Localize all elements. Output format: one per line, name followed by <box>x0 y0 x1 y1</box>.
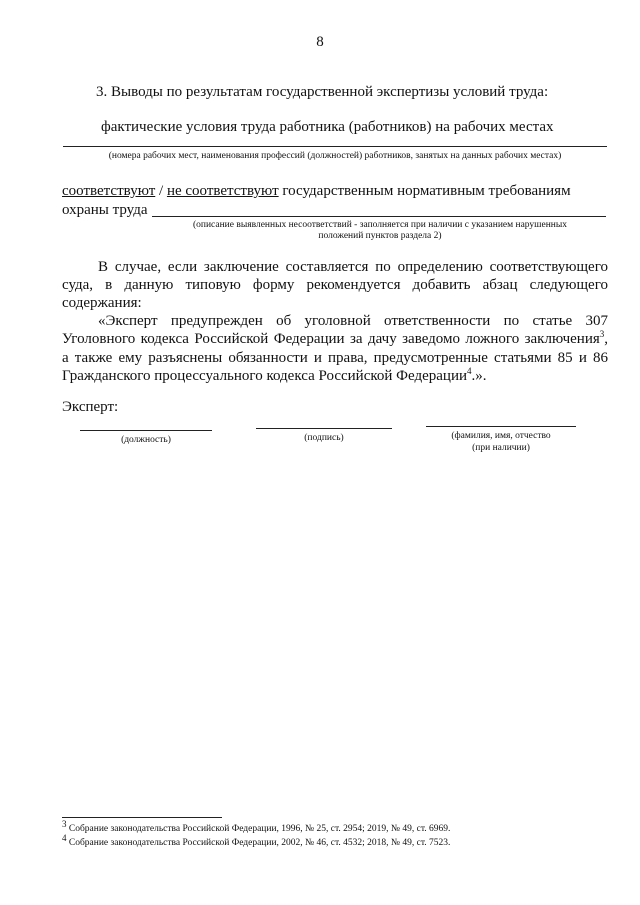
discrepancy-fill-line <box>152 216 606 217</box>
name-caption-1: (фамилия, имя, отчество <box>451 431 551 441</box>
footnote-4-mark: 4 <box>62 832 67 843</box>
name-caption-2: (при наличии) <box>472 443 530 453</box>
workplaces-fill-line <box>63 146 607 147</box>
compliance-line <box>62 182 571 201</box>
name-fill-line <box>426 426 576 427</box>
signature-fill-line <box>256 428 392 429</box>
court-paragraph-line-3: содержания: <box>62 295 142 311</box>
page-number: 8 <box>316 34 324 50</box>
labor-protection-label: охраны труда <box>62 202 148 218</box>
footnote-4 <box>62 832 451 849</box>
signature-caption: (подпись) <box>304 433 344 443</box>
quote-line-4-text: Гражданского процессуального кодекса Российской Федерации <box>62 368 468 384</box>
option-separator: / <box>159 183 164 199</box>
conditions-line: фактические условия труда работника (работников) на рабочих местах <box>101 119 554 135</box>
footnote-ref-4: 4 <box>467 366 472 376</box>
position-caption: (должность) <box>121 435 171 445</box>
section-heading: 3. Выводы по результатам государственной экспертизы условий труда: <box>96 84 549 100</box>
quote-line-2: Уголовного кодекса Российской Федерации за дачу заведомо ложного заключения$^3$, <box>62 329 608 347</box>
footnote-ref-3: 3 <box>599 329 605 339</box>
footnote-3-mark: 3 <box>62 818 67 829</box>
expert-label: Эксперт: <box>62 399 119 415</box>
discrepancy-caption-2: положений пунктов раздела 2) <box>318 231 442 241</box>
workplaces-caption: (номера рабочих мест, наименования профессий (должностей) работников, занятых на данных рабочих местах) <box>108 151 562 161</box>
discrepancy-caption-1: (описание выявленных несоответствий - заполняется при наличии с указанием нарушенных <box>192 220 568 230</box>
option-complies: соответствуют <box>62 183 156 199</box>
quote-line-2-text: Уголовного кодекса Российской Федерации за дачу заведомо ложного заключения <box>62 331 600 347</box>
compliance-rest: государственным нормативным требованиям <box>282 183 571 199</box>
position-fill-line <box>80 430 212 431</box>
footnote-3-text: Собрание законодательства Российской Федерации, 1996, № 25, ст. 2954; 2019, № 49, ст. 6969. <box>68 824 451 834</box>
quote-line-4 <box>62 367 487 386</box>
court-paragraph-line-2: суда, в данную типовую форму рекомендуется добавить абзац следующего <box>62 277 608 293</box>
footnote-4-text: Собрание законодательства Российской Федерации, 2002, № 46, ст. 4532; 2018, № 49, ст. 7523. <box>68 838 451 848</box>
court-paragraph-line-1: В случае, если заключение составляется по определению соответствующего <box>98 259 608 275</box>
footnote-separator <box>62 817 222 818</box>
option-not-complies: не соответствуют <box>166 183 279 199</box>
quote-line-4-end: .». <box>471 368 487 384</box>
footnote-3 <box>62 818 451 835</box>
quote-line-3: а также ему разъяснены обязанности и права, предусмотренные статьями 85 и 86 <box>62 350 608 366</box>
quote-line-1: «Эксперт предупрежден об уголовной ответственности по статье 307 <box>98 313 608 329</box>
